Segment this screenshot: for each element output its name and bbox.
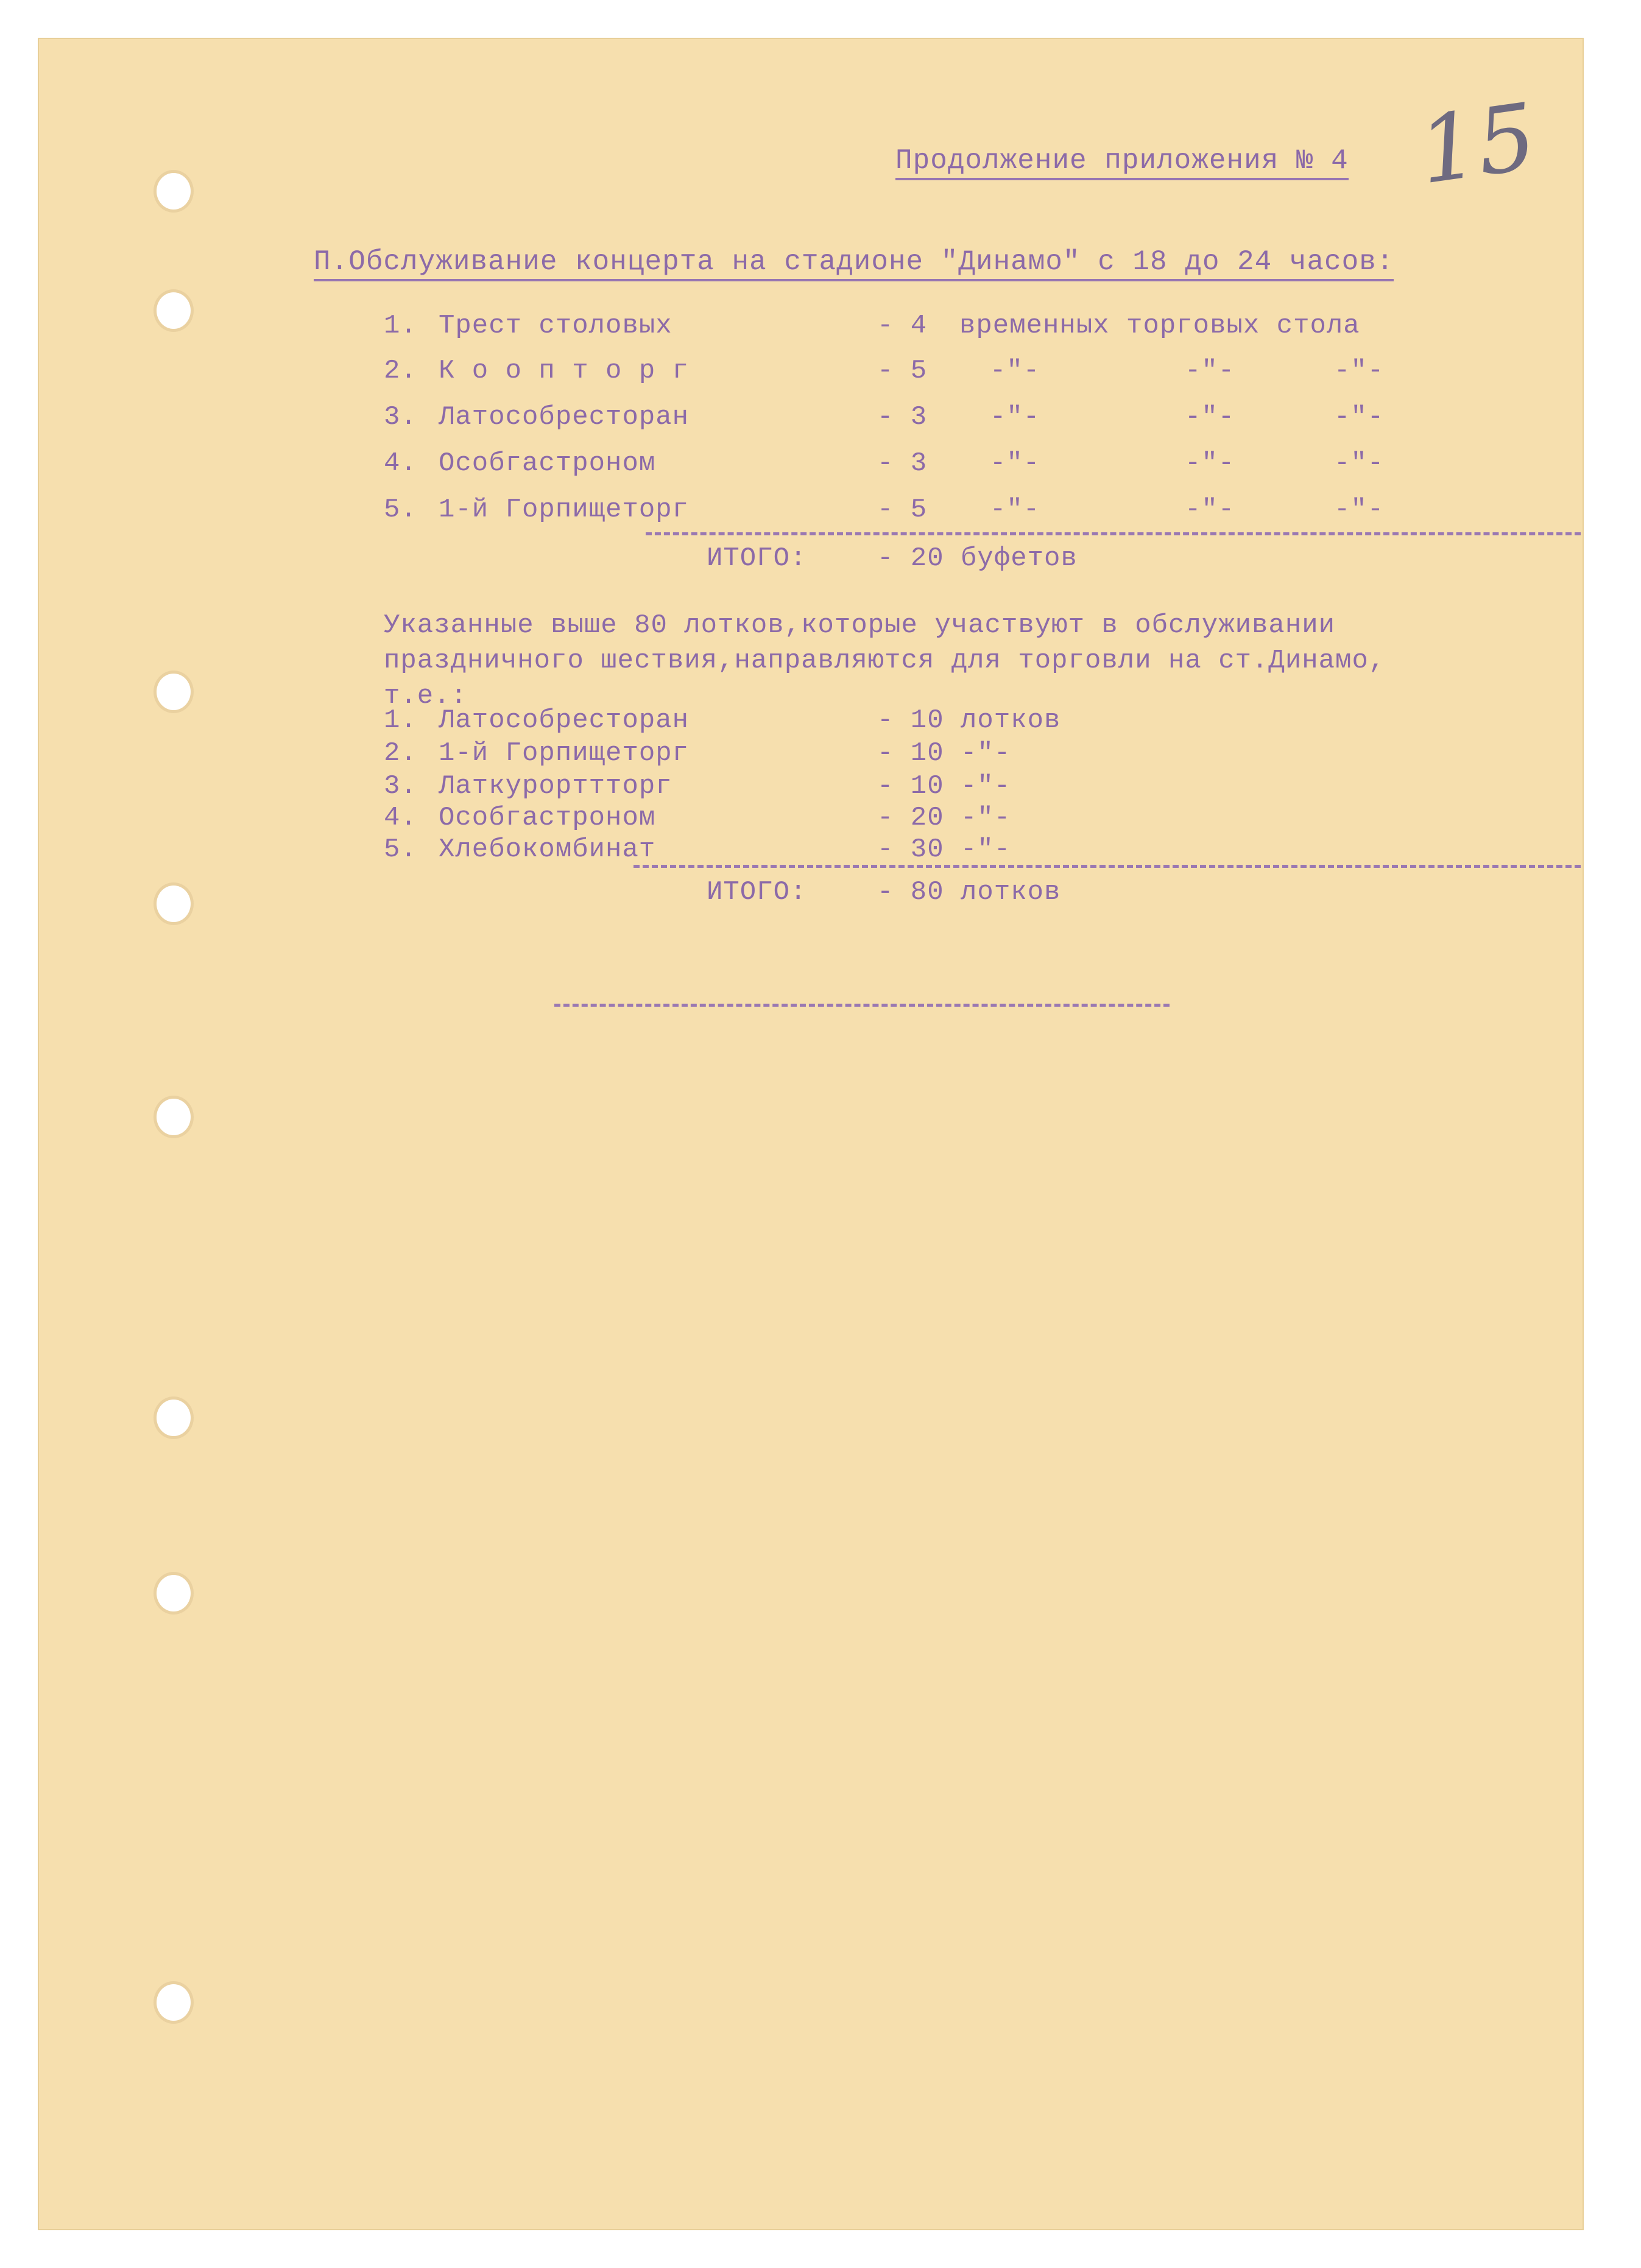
organization-name: К о о п т о р г [439, 356, 690, 386]
binder-hole [157, 886, 191, 922]
total-value: - 80 лотков [877, 877, 1061, 907]
quantity: - 4 [877, 311, 928, 341]
total-value: - 20 буфетов [877, 543, 1078, 574]
closing-rule [554, 1004, 1170, 1007]
quantity: - 3 [877, 402, 928, 432]
row-number: 4. [384, 448, 417, 479]
paragraph-line: Указанные выше 80 лотков,которые участвуют в обслуживании [384, 610, 1336, 641]
total-divider [646, 532, 1581, 535]
organization-name: Хлебокомбинат [439, 834, 656, 865]
row-number: 2. [384, 738, 417, 769]
row-number: 3. [384, 771, 417, 801]
quantity: - 10 -"- [877, 771, 1011, 801]
appendix-header: Продолжение приложения № 4 [895, 145, 1349, 180]
ditto-mark: -"- [1334, 402, 1385, 432]
total-label: ИТОГО: [707, 877, 807, 907]
ditto-mark: -"- [1334, 448, 1385, 479]
row-number: 3. [384, 402, 417, 432]
ditto-mark: -"- [990, 495, 1040, 525]
paragraph-line: т.е.: [384, 681, 468, 711]
organization-name: Особгастроном [439, 803, 656, 833]
organization-name: Трест столовых [439, 311, 672, 341]
quantity: - 30 -"- [877, 834, 1011, 865]
ditto-mark: -"- [1185, 495, 1235, 525]
organization-name: 1-й Горпищеторг [439, 495, 690, 525]
handwritten-page-number: 15 [1412, 83, 1543, 205]
quantity: - 5 [877, 356, 928, 386]
row-number: 5. [384, 834, 417, 865]
quantity: - 10 -"- [877, 738, 1011, 769]
quantity: - 5 [877, 495, 928, 525]
row-number: 1. [384, 705, 417, 736]
ditto-mark: -"- [1334, 495, 1385, 525]
row-number: 1. [384, 311, 417, 341]
organization-name: Латособресторан [439, 705, 690, 736]
binder-hole [157, 173, 191, 210]
quantity: - 20 -"- [877, 803, 1011, 833]
row-number: 2. [384, 356, 417, 386]
binder-hole [157, 1984, 191, 2021]
ditto-mark: -"- [990, 356, 1040, 386]
binder-hole [157, 674, 191, 710]
unit-description: временных торговых стола [959, 311, 1360, 341]
quantity: - 10 лотков [877, 705, 1061, 736]
paragraph-line: праздничного шествия,направляются для торговли на ст.Динамо, [384, 646, 1386, 676]
ditto-mark: -"- [1185, 356, 1235, 386]
row-number: 4. [384, 803, 417, 833]
binder-hole [157, 1575, 191, 1611]
organization-name: Латкурорттторг [439, 771, 672, 801]
ditto-mark: -"- [1334, 356, 1385, 386]
row-number: 5. [384, 495, 417, 525]
binder-hole [157, 1400, 191, 1436]
total-divider [633, 865, 1581, 868]
total-label: ИТОГО: [707, 543, 807, 574]
organization-name: Латособресторан [439, 402, 690, 432]
organization-name: Особгастроном [439, 448, 656, 479]
ditto-mark: -"- [990, 402, 1040, 432]
quantity: - 3 [877, 448, 928, 479]
organization-name: 1-й Горпищеторг [439, 738, 690, 769]
ditto-mark: -"- [1185, 448, 1235, 479]
ditto-mark: -"- [990, 448, 1040, 479]
binder-hole [157, 1099, 191, 1135]
section-title: П.Обслуживание концерта на стадионе "Динамо" с 18 до 24 часов: [314, 246, 1394, 281]
binder-hole [157, 292, 191, 329]
ditto-mark: -"- [1185, 402, 1235, 432]
